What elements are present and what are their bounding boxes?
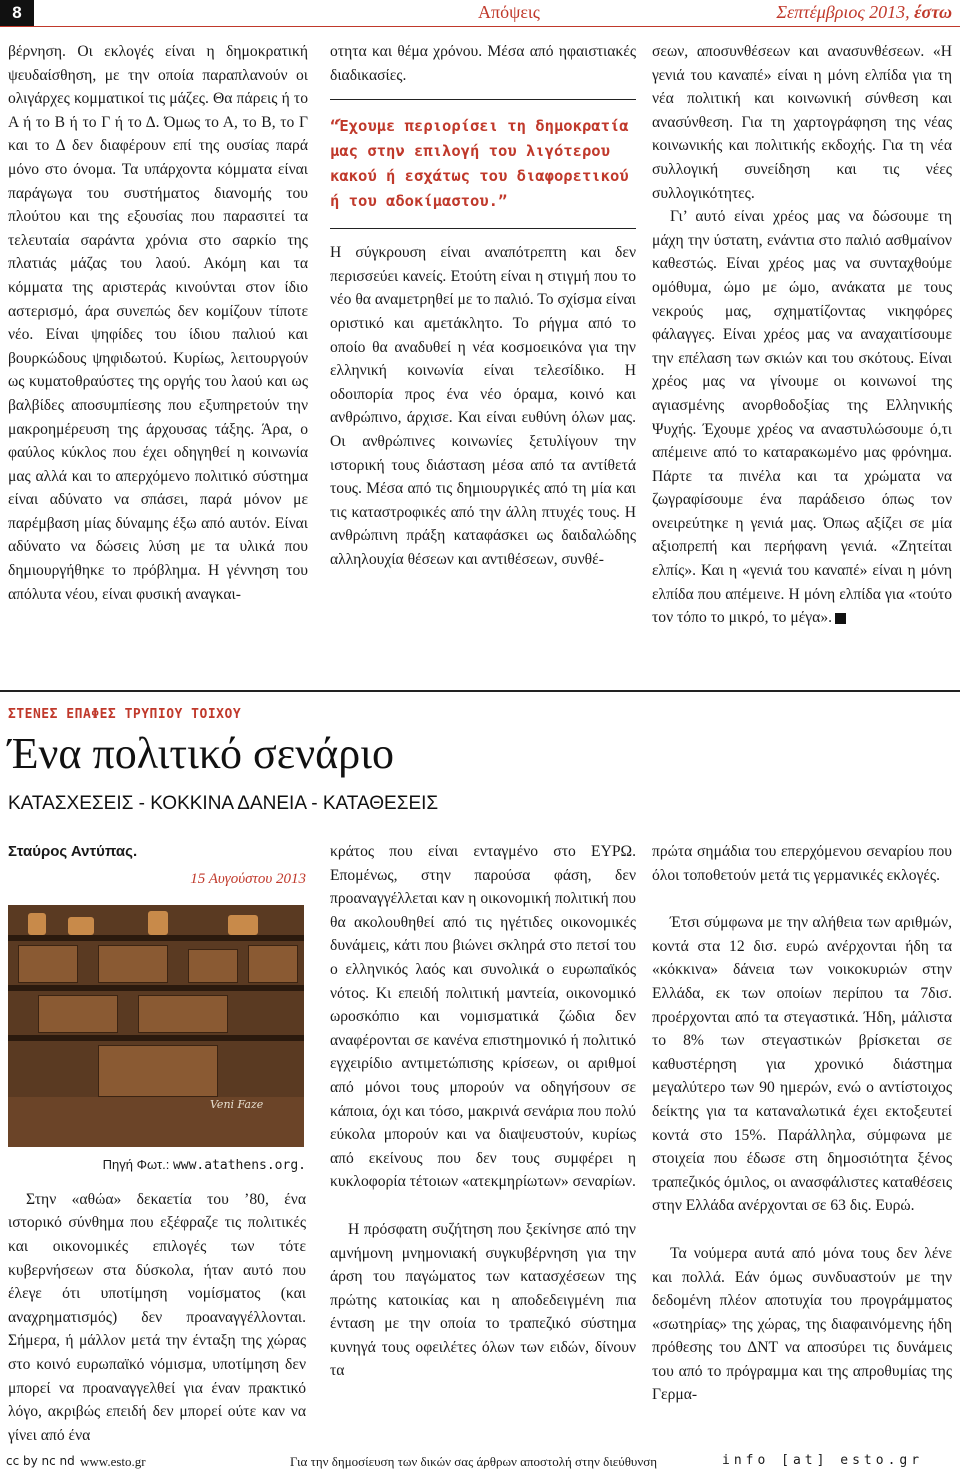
body-text-content: Γι’ αυτό είναι χρέος μας να δώσουμε τη μάχη την ύστατη, ενάντια στο παλιό ασθμαίνον καθεστώς. Είναι χρέος μας να συνταχθούμε ομόθυμα, ώμο με ώμο, ανάκατα με τους νεκρούς μας, σχηματίζοντας νικηφόρες φάλαγγες. Είναι χρέος μας να αναχαιτίσουμε την επέλαση των σκιών και του σκότους. Είναι χρέος μας να γίνουμε οι κοινωνοί της αγιασμένης ανορθοδοξίας της Ελληνικής Ψυχής. Έχουμε χρέος να αναστυλώσουμε ό,τι απέμεινε από το καταρακωμένο μας φρόνημα. Πάρτε τα πινέλα και τα χρώματα να ζωγραφίσουμε ένα παράδεισο όπως τον ονειρεύτηκε η γενιά μας. Όπως αξίζει σε μία αξιοπρεπή και περήφανη γενιά. «Ζητείται ελπίς». Και η «γενιά του καναπέ» είναι η μόνη ελπίδα που απέμεινε. Η μόνη ελπίδα για «τούτο τον τόπο το μικρό, το μέγα». xyxy=(652,208,952,627)
photo-drawer xyxy=(18,945,78,983)
article-column-3 xyxy=(652,840,952,1407)
body-text: Τα νούμερα αυτά από μόνα τους δεν λένε και πολλά. Εάν όμως συνδυαστούν με την δεδομένη πλέον αποτυχία του προγράμματος «σωτηρίας» της χώρας, της διαφαινόμενης ήδη πρόθεσης του ΔΝΤ να αποσύρει τις δυνάμεις του από το πρόγραμμα και της απροθυμίας της Γερμα- xyxy=(652,1244,952,1404)
article-column-2 xyxy=(330,840,636,1383)
photo-caption xyxy=(8,1153,306,1178)
photo-drawer xyxy=(138,995,228,1033)
article-column-1 xyxy=(8,840,306,1447)
photo-drawer xyxy=(248,945,298,983)
brand-name: έστω xyxy=(914,2,952,22)
end-mark-icon xyxy=(835,613,846,624)
article-headline: Ένα πολιτικό σενάριο xyxy=(8,729,394,778)
article-date: 15 Αυγούστου 2013 xyxy=(190,870,306,887)
body-text: πρώτα σημάδια του επερχόμενου σεναρίου που όλοι τοποθετούν μετά τις γερμανικές εκλογές. xyxy=(652,843,952,884)
caption-prefix: Πηγή Φωτ.: xyxy=(102,1157,173,1173)
body-text: οτητα και θέμα χρόνου. Μέσα από ηφαιστιακές διαδικασίες. xyxy=(330,43,636,84)
article-subhead: ΚΑΤΑΣΧΕΣΕΙΣ - ΚΟΚΚΙΝΑ ΔΑΝΕΙΑ - ΚΑΤΑΘΕΣΕΙΣ xyxy=(8,793,439,814)
caption-source: www.atathens.org. xyxy=(172,1158,306,1174)
photo-shelf xyxy=(8,935,304,941)
photo-drawer xyxy=(98,945,168,983)
author-name: Σταύρος Αντύπας. xyxy=(8,843,138,860)
page-header xyxy=(0,0,960,26)
body-text: Έτσι σύμφωνα με την αλήθεια των αριθμών, κοντά στα 12 δισ. ευρώ ανέρχονται ήδη τα «κόκκινα» δάνεια των νοικοκυριών στην Ελλάδα, εκ των οποίων περίπου τα 7δισ. προέρχονται από τα στεγαστικά. Ήδη, μάλιστα το 8% των στεγαστικών βρίσκεται σε καθυστέρηση για χρονικό διάστημα μεγαλύτερο των 90 ημερών, ενώ ο αντίστοιχος δείκτης για τα καταναλωτικά έχει εκτοξευτεί κοντά στο 15%. Παράλληλα, σύμφωνα με στοιχεία που έδωσε στη δημοσιότητα ξένος τραπεζικός όμιλος, οι ανασφάλιστες καταθέσεις στην Ελλάδα ανέρχονται σε 63 δις. Ευρώ. xyxy=(652,914,952,1215)
footer-url[interactable]: www.esto.gr xyxy=(80,1454,146,1469)
top-article-column-1 xyxy=(8,40,308,606)
footer-note: Για την δημοσίευση των δικών σας άρθρων αποστολή στην διεύθυνση xyxy=(290,1454,658,1469)
photo-signature: Veni Faze xyxy=(210,1098,264,1112)
footer-email[interactable]: info [at] esto.gr xyxy=(722,1453,924,1468)
photo-jar xyxy=(228,915,258,935)
photo-drawer xyxy=(38,995,118,1033)
body-text: Η σύγκρουση είναι αναπότρεπτη και δεν περισσεύει κανείς. Ετούτη είναι η στιγμή που το νέο θα αναμετρηθεί με το παλιό. Το σχίσμα είναι οριστικό και αμετάκλητο. Το ρήγμα από το οποίο θα αναδυθεί η νέα κοσμοεικόνα για την ελληνική κοινωνία είναι τελεσίδικο. Η οδοιπορία προς ένα νέο όραμα, κοινό και ανθρώπινο, άρχισε. Και είναι ευθύνη όλων μας. Οι ανθρώπινες κοινωνίες ξετυλίγουν την ιστορική τους διάσταση μέσα από τα αντίθετά τους. Μέσα από τις δημιουργικές από τη μία και τις καταστροφικές από την άλλη πτυχές τους. Η ανθρώπινη πράξη καταφάσκει ως δαιδαλώδης αλληλουχία θέσεων και αντιθέσεων, συνθέ- xyxy=(330,244,636,568)
page-number: 8 xyxy=(0,0,34,26)
photo-jar xyxy=(28,913,46,935)
section-label: Απόψεις xyxy=(478,2,540,22)
cc-license-icon: cc by nc nd xyxy=(6,1454,75,1468)
photo-drawer xyxy=(188,949,238,983)
body-text: βέρνηση. Οι εκλογές είναι η δημοκρατική ψευδαίσθηση, με την οποία παραπλανούν οι ολιγάρχες κομματικοί τις μάζες. Θα πάρεις ή το Α ή το Β ή το Γ ή το Δ. Όμως το Α, το Β, το Γ και το Δ δεν διαφέρουν επί της ουσίας παρά μόνο στο όνομα. Τα υπάρχοντα κόμματα είναι παράγωγα του συστήματος διανομής του πλούτου και της εξουσίας που παρασιτεί τα τελευταία σαράντα χρόνια στο σαρκίο της πλατιάς μάζας του λαού. Ακόμη και τα κόμματα της αριστεράς κινούνται στον ίδιο αστερισμό, άρα συνεπώς δεν κομίζουν τίποτε νέο. Είναι ψηφίδες του ίδιου παλιού και βουρκώδους ψηφιδωτού. Κυρίως, λειτουργούν ως κυματοθραύστες της οργής του λαού και ως βαλβίδες αποσυμπίεσης που εξυπηρετούν την μακροημέρευση της άρχουσας τάξης. Άρα, ο φαύλος κύκλος που έχει οδηγηθεί η κοινωνία μας αλλά και το απερχόμενο πολιτικό σύστημα είναι αδύνατο να σπάσει, παρά μόνον με παρέμβαση μίας δύναμης έξω από αυτόν. Είναι αδύνατο να δώσεις λύση με τα υλικά που δημιουργήθηκε το πρόβλημα. Η γέννηση του απόλυτα νέου, είναι φυσική αναγκαι- xyxy=(8,43,308,603)
article-divider xyxy=(0,690,960,692)
header-rule xyxy=(0,26,960,27)
photo-shelf xyxy=(8,1035,304,1041)
body-text: κράτος που είναι ενταγμένο στο ΕΥΡΩ. Επομένως, στην παρούσα φάση, δεν προαναγγέλλεται καν η οικονομική πολιτική που θα ακολουθηθεί από τις ηγέτιδες οικονομικές δυνάμεις, κάτι που βιώνει σκληρά στο πετσί του ο ελληνικός λαός και συνολικά ο ευρωπαϊκός νότος. Κι επειδή πολιτική μαντεία, οικονομικό ωροσκόπιο και νομισματικά ζώδια δεν αναφέρονται σε κανένα επιστημονικό ή πολιτικό εγχειρίδιο αντιμετώπισης κρίσεων, οι αριθμοί από μόνοι τους μπορούν να οδηγήσουν σε κάποια, όχι και τόσο, μακρινά σενάρια που πολύ εύκολα μπορούν και να διαψευστούν, κυρίως από εκείνους που δεν τους συμφέρει η κυκλοφορία τέτοιων «ατεκμηρίωτων» σεναρίων. xyxy=(330,843,636,1191)
top-article-column-3 xyxy=(652,40,952,630)
photo-jar xyxy=(148,911,168,935)
photo-shelf xyxy=(8,985,304,991)
body-text: Η πρόσφατη συζήτηση που ξεκίνησε από την αμνήμονη μνημονιακή συγκυβέρνηση για την άρση του παγώματος των κατασχέσεων της πρώτης κατοικίας και η αποδεδειγμένη πια ένταση με την οποία το τραπεζικό σύστημα κυνηγά τους οφειλέτες όλων των ειδών, δίνουν τα xyxy=(330,1220,636,1380)
body-text xyxy=(652,205,952,630)
issue-date xyxy=(776,2,952,23)
photo-jar xyxy=(68,917,94,935)
pull-quote: “Έχουμε περιορίσει τη δημοκρατία μας στην επιλογή του λιγότερου κακού ή εσχάτως του διαφορετικού ή του αδοκίμαστου.” xyxy=(330,99,636,229)
column-kicker: ΣΤΕΝΕΣ ΕΠΑΦΕΣ ΤΡΥΠΙΟΥ ΤΟΙΧΟΥ xyxy=(8,707,242,722)
top-article-column-2 xyxy=(330,40,636,572)
photo-cabinet xyxy=(98,1045,218,1097)
body-text: Στην «αθώα» δεκαετία του ’80, ένα ιστορικό σύνθημα που εξέφραζε τις πολιτικές και οικονομικές επιλογές των τότε κυβερνήσεων στα δύσκολα, ήταν αυτό που έλεγε ότι υποτίμηση νομίσματος (και αναχρηματισμός) δεν προαναγγέλλονται. Σήμερα, ή μάλλον μετά την ένταξη της χώρας στο κοινό ευρωπαϊκό νόμισμα, υποτίμηση δεν μπορεί να προαναγγελθεί για έναν πρακτικό λόγο, ακριβώς επειδή δεν μπορεί ούτε καν να γίνει από ένα xyxy=(8,1190,306,1444)
antique-shop-photo xyxy=(8,905,304,1147)
page-footer xyxy=(0,1452,960,1472)
body-text: σεων, αποσυνθέσεων και ανασυνθέσεων. «Η γενιά του καναπέ» είναι η μόνη ελπίδα για τη νέα πολιτική και κοινωνική σύνθεση και ανασύνθεση. Για τη χαρτογράφηση της νέας κοινωνικής και πολιτικής εκδοχής. Για τη νέα συλλογική συνείδηση και τις νέες συλλογικότητες. xyxy=(652,43,952,202)
issue-date-text: Σεπτέμβριος 2013, xyxy=(776,2,915,22)
